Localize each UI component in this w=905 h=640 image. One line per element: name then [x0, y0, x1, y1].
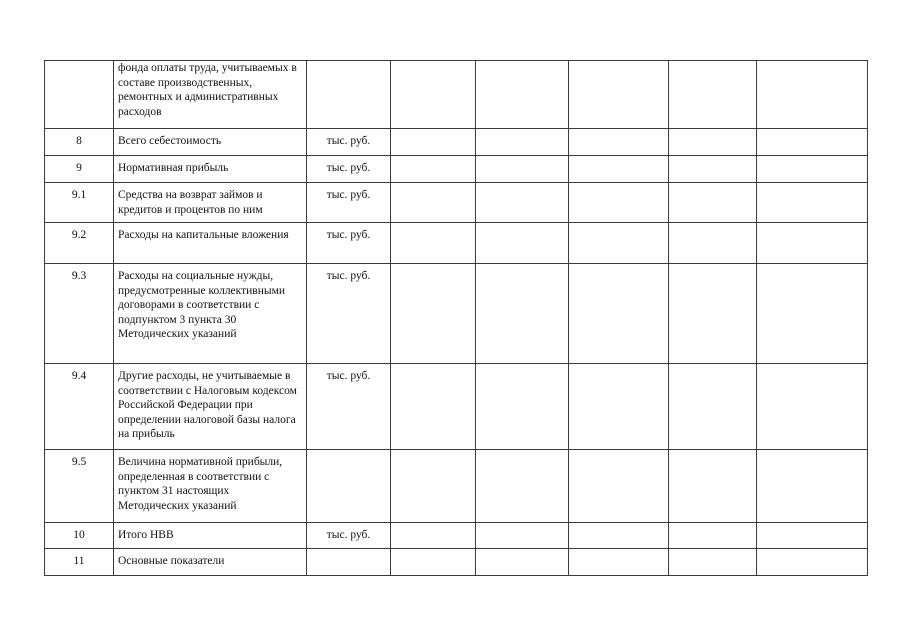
table-row: [45, 61, 868, 129]
row-unit: тыс. руб.: [307, 364, 391, 450]
value-cell: [669, 129, 757, 156]
value-cell: [569, 129, 669, 156]
row-unit: тыс. руб.: [307, 523, 391, 549]
value-cell: [391, 183, 476, 223]
value-cell: [757, 523, 868, 549]
value-cell: [669, 549, 757, 576]
value-cell: [757, 364, 868, 450]
row-description: Средства на возврат займов и кредитов и процентов по ним: [114, 183, 307, 223]
value-cell: [669, 61, 757, 129]
value-cell: [569, 264, 669, 364]
row-unit: тыс. руб.: [307, 156, 391, 183]
row-description: Всего себестоимость: [114, 129, 307, 156]
value-cell: [391, 523, 476, 549]
value-cell: [669, 183, 757, 223]
value-cell: [569, 549, 669, 576]
row-description: Величина нормативной прибыли, определенная в соответствии с пунктом 31 настоящих Методических указаний: [114, 450, 307, 523]
value-cell: [476, 156, 569, 183]
row-number: 9.1: [45, 183, 114, 223]
value-cell: [757, 549, 868, 576]
value-cell: [569, 523, 669, 549]
value-cell: [569, 364, 669, 450]
row-number: 9.4: [45, 364, 114, 450]
value-cell: [569, 156, 669, 183]
table-row: [45, 523, 868, 549]
table-row: [45, 549, 868, 576]
value-cell: [476, 61, 569, 129]
table-row: [45, 223, 868, 264]
row-unit: [307, 549, 391, 576]
value-cell: [757, 183, 868, 223]
value-cell: [757, 264, 868, 364]
table-row: [45, 183, 868, 223]
value-cell: [669, 156, 757, 183]
row-unit: [307, 450, 391, 523]
row-number: 10: [45, 523, 114, 549]
row-unit: тыс. руб.: [307, 183, 391, 223]
value-cell: [476, 223, 569, 264]
row-description: Расходы на социальные нужды, предусмотренные коллективными договорами в соответствии с подпунктом 3 пункта 30 Методических указаний: [114, 264, 307, 364]
value-cell: [669, 264, 757, 364]
table-row: [45, 129, 868, 156]
value-cell: [757, 129, 868, 156]
indicators-table: [44, 60, 868, 576]
value-cell: [476, 450, 569, 523]
value-cell: [757, 223, 868, 264]
row-number: 9.2: [45, 223, 114, 264]
value-cell: [569, 61, 669, 129]
value-cell: [476, 549, 569, 576]
row-unit: тыс. руб.: [307, 223, 391, 264]
value-cell: [391, 129, 476, 156]
value-cell: [391, 61, 476, 129]
value-cell: [757, 156, 868, 183]
value-cell: [476, 183, 569, 223]
row-description: Другие расходы, не учитываемые в соответствии с Налоговым кодексом Российской Федерации при определении налоговой базы налога на прибыль: [114, 364, 307, 450]
value-cell: [391, 364, 476, 450]
value-cell: [569, 183, 669, 223]
row-description: фонда оплаты труда, учитываемых в составе производственных, ремонтных и административных расходов: [114, 61, 307, 129]
value-cell: [757, 61, 868, 129]
value-cell: [391, 223, 476, 264]
value-cell: [569, 223, 669, 264]
table-row: [45, 450, 868, 523]
row-number: 9.3: [45, 264, 114, 364]
document-page: [44, 60, 868, 576]
row-description: Итого НВВ: [114, 523, 307, 549]
value-cell: [391, 450, 476, 523]
row-number: 8: [45, 129, 114, 156]
value-cell: [669, 223, 757, 264]
value-cell: [476, 129, 569, 156]
row-unit: [307, 61, 391, 129]
row-number: 9: [45, 156, 114, 183]
row-unit: тыс. руб.: [307, 129, 391, 156]
value-cell: [391, 549, 476, 576]
value-cell: [476, 523, 569, 549]
row-number: [45, 61, 114, 129]
value-cell: [569, 450, 669, 523]
value-cell: [391, 156, 476, 183]
row-description: Расходы на капитальные вложения: [114, 223, 307, 264]
value-cell: [669, 523, 757, 549]
table-row: [45, 156, 868, 183]
row-description: Основные показатели: [114, 549, 307, 576]
value-cell: [757, 450, 868, 523]
table-row: [45, 264, 868, 364]
value-cell: [669, 450, 757, 523]
value-cell: [476, 364, 569, 450]
row-unit: тыс. руб.: [307, 264, 391, 364]
row-description: Нормативная прибыль: [114, 156, 307, 183]
row-number: 11: [45, 549, 114, 576]
value-cell: [476, 264, 569, 364]
value-cell: [669, 364, 757, 450]
table-row: [45, 364, 868, 450]
value-cell: [391, 264, 476, 364]
row-number: 9.5: [45, 450, 114, 523]
